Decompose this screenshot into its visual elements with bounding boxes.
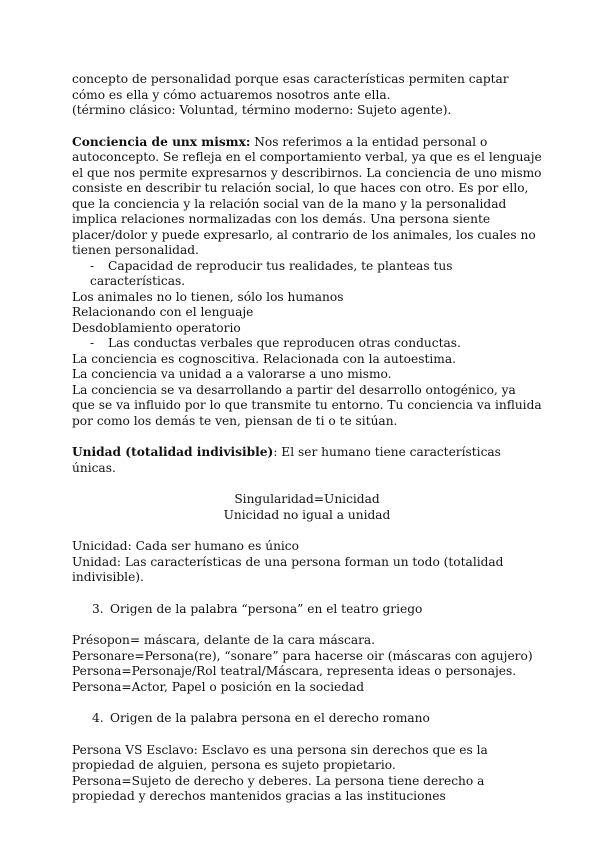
conciencia-paragraph (72, 135, 542, 259)
conciencia-text: Nos referimos a la entidad personal o autoconcepto. Se refleja en el comportamiento verbal, ya que es el lenguaje el que nos permite expresarnos y describirnos. La conciencia de uno mismo consiste en describir tu relación social, lo que haces con otro. Es por ello, que la conciencia y la relación social van de la mano y la personalidad implica relaciones normalizadas con los demás. Una persona siente placer/dolor y puede expresarlo, al contrario de los animales, los cuales no tienen personalidad. (72, 134, 542, 257)
section-3-heading (72, 602, 542, 618)
conciencia-line-f: La conciencia se va desarrollando a partir del desarrollo ontogénico, ya que se va influido por lo que transmite tu entorno. Tu conciencia va influida por como los demás te ven, piensan de ti o te sitúan. (72, 382, 542, 428)
section-4-number: 4. (92, 711, 104, 725)
dash-item-1-text: Capacidad de reproducir tus realidades, te planteas tus características. (90, 258, 453, 288)
conciencia-line-a: Los animales no lo tienen, sólo los humanos (72, 289, 344, 304)
section-3-line-1: Présopon= máscara, delante de la cara máscara. (72, 633, 376, 647)
section-3-title: Origen de la palabra “persona” en el teatro griego (110, 601, 423, 616)
section-4-heading (72, 711, 542, 727)
unidad-heading: Unidad (totalidad indivisible) (72, 445, 274, 459)
unidad-line-2: Unidad: Las características de una persona forman un todo (totalidad indivisible). (72, 554, 504, 584)
dash-marker: - (90, 336, 95, 350)
document-page (72, 72, 542, 805)
dash-marker: - (90, 258, 95, 273)
conciencia-line-d: La conciencia es cognoscitiva. Relacionada con la autoestima. (72, 351, 456, 366)
section-4-line-2: Persona=Sujeto de derecho y deberes. La persona tiene derecho a propiedad y derechos mantenidos gracias a las instituciones (72, 773, 485, 803)
section-3-line-3: Persona=Personaje/Rol teatral/Máscara, representa ideas o personajes. (72, 664, 517, 678)
dash-item-2 (72, 336, 542, 352)
section-4-line-1: Persona VS Esclavo: Esclavo es una persona sin derechos que es la propiedad de alguien, persona es sujeto propietario. (72, 742, 488, 772)
section-4-title: Origen de la palabra persona en el derecho romano (110, 711, 430, 725)
section-3-line-2: Personare=Persona(re), “sonare” para hacerse oir (máscaras con agujero) (72, 648, 533, 663)
unidad-center-2: Unicidad no igual a unidad (223, 507, 391, 522)
conciencia-heading: Conciencia de unx mismx: (72, 134, 251, 149)
unidad-line-1: Unicidad: Cada ser humano es único (72, 539, 299, 553)
conciencia-line-c: Desdoblamiento operatorio (72, 320, 241, 335)
unidad-text: : El ser humano tiene características únicas. (72, 445, 501, 475)
unidad-center-1: Singularidad=Unicidad (234, 492, 380, 506)
section-3-line-4: Persona=Actor, Papel o posición en la sociedad (72, 679, 365, 694)
conciencia-line-e: La conciencia va unidad a a valorarse a uno mismo. (72, 367, 392, 381)
conciencia-line-b: Relacionando con el lenguaje (72, 305, 254, 319)
unidad-paragraph (72, 445, 542, 476)
dash-item-2-text: Las conductas verbales que reproducen otras conductas. (108, 336, 461, 350)
dash-item-1 (72, 259, 542, 290)
intro-term-note: (término clásico: Voluntad, término moderno: Sujeto agente). (72, 103, 452, 117)
intro-paragraph: concepto de personalidad porque esas características permiten captar cómo es ella y cómo actuaremos nosotros ante ella. (72, 72, 509, 102)
section-3-number: 3. (92, 601, 104, 616)
